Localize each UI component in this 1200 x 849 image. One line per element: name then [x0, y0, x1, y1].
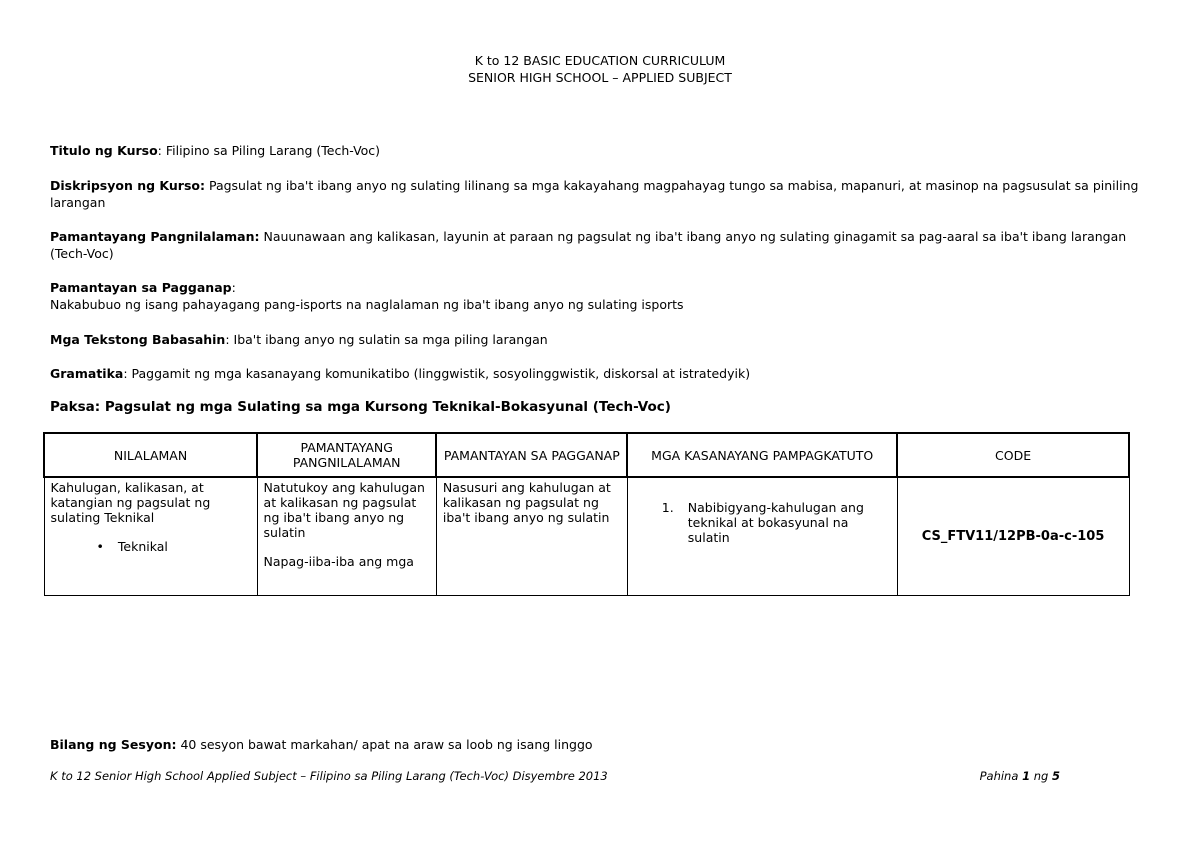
- header-nilalaman: NILALAMAN: [44, 433, 257, 477]
- pamantayang-pangnilalaman-value: Nauunawaan ang kalikasan, layunin at paraan ng pagsulat ng iba't ibang anyo ng sulating ginagamit sa pag-aaral sa iba't ibang larangan (Tech-Voc): [50, 229, 1127, 261]
- header-line-2: SENIOR HIGH SCHOOL – APPLIED SUBJECT: [468, 70, 732, 85]
- cell-pagganap: [436, 477, 627, 595]
- table-row: [44, 477, 1129, 595]
- pamantayang-pangnilalaman-label: Pamantayang Pangnilalaman:: [50, 229, 260, 244]
- tekstong-label: Mga Tekstong Babasahin: [50, 332, 226, 347]
- tekstong-field: [50, 331, 1150, 348]
- diskripsyon-field: [50, 177, 1150, 211]
- tekstong-value: Iba't ibang anyo ng sulatin sa mga piling larangan: [233, 332, 548, 347]
- header-pamantayan-pagganap: PAMANTAYAN SA PAGGANAP: [436, 433, 627, 477]
- nilalaman-bullet-item: • Teknikal: [97, 539, 251, 554]
- header-kasanayang-pampagkatuto: MGA KASANAYANG PAMPAGKATUTO: [627, 433, 897, 477]
- page-prefix: Pahina: [979, 769, 1023, 783]
- pamantayan-pagganap-value: Nakabubuo ng isang pahayagang pang-isports na naglalaman ng iba't ibang anyo ng sulating isports: [50, 297, 684, 312]
- document-header: [0, 52, 1200, 86]
- cell-nilalaman: [44, 477, 257, 595]
- page-footer: [50, 769, 1060, 783]
- tekstong-sep: :: [225, 332, 234, 347]
- footer-left-text: K to 12 Senior High School Applied Subject – Filipino sa Piling Larang (Tech-Voc) Disyembre 2013: [50, 769, 608, 783]
- header-line-1: K to 12 BASIC EDUCATION CURRICULUM: [474, 53, 726, 68]
- sesyon-value: 40 sesyon bawat markahan/ apat na araw sa loob ng isang linggo: [176, 737, 593, 752]
- diskripsyon-label: Diskripsyon ng Kurso:: [50, 178, 205, 193]
- curriculum-table: [43, 432, 1130, 596]
- pamantayan-pagganap-sep: :: [231, 280, 236, 295]
- titulo-field: [50, 142, 1150, 159]
- page-current: 1: [1022, 769, 1031, 783]
- gramatika-label: Gramatika: [50, 366, 124, 381]
- kasanayan-number: 1.: [661, 500, 674, 515]
- titulo-label: Titulo ng Kurso: [50, 143, 158, 158]
- gramatika-value: Paggamit ng mga kasanayang komunikatibo (linggwistik, sosyolinggwistik, diskorsal at istratedyik): [131, 366, 751, 381]
- sesyon-field: [50, 737, 593, 752]
- header-pamantayang-pangnilalaman: PAMANTAYANG PANGNILALAMAN: [257, 433, 436, 477]
- pamantayang-pangnilalaman-field: [50, 228, 1150, 262]
- cell-pangnilalaman: [257, 477, 436, 595]
- nilalaman-text: Kahulugan, kalikasan, at katangian ng pagsulat ng sulating Teknikal: [50, 480, 211, 525]
- pamantayan-pagganap-field: [50, 279, 1150, 313]
- page-total: 5: [1051, 769, 1060, 783]
- diskripsyon-value: Pagsulat ng iba't ibang anyo ng sulating lilinang sa mga kakayahang magpahayag tungo sa mabisa, mapanuri, at masinop na pagsusulat sa piniling larangan: [50, 178, 1139, 210]
- page-number: [980, 769, 1060, 783]
- sesyon-label: Bilang ng Sesyon:: [50, 737, 177, 752]
- titulo-value: Filipino sa Piling Larang (Tech-Voc): [165, 143, 381, 158]
- page-mid: ng: [1030, 769, 1052, 783]
- cell-code: CS_FTV11/12PB-0a-c-105: [897, 477, 1129, 595]
- cell-kasanayan: [627, 477, 897, 595]
- titulo-sep: :: [157, 143, 166, 158]
- header-code: CODE: [897, 433, 1129, 477]
- paksa-heading: Paksa: Pagsulat ng mga Sulating sa mga Kursong Teknikal-Bokasyunal (Tech-Voc): [50, 399, 671, 415]
- pangnilalaman-text: Natutukoy ang kahulugan at kalikasan ng pagsulat ng iba't ibang anyo ng sulatin: [263, 480, 425, 540]
- gramatika-sep: :: [123, 366, 132, 381]
- pangnilalaman-text-2: Napag-iiba-iba ang mga: [263, 554, 414, 569]
- pamantayan-pagganap-label: Pamantayan sa Pagganap: [50, 280, 232, 295]
- table-header-row: [44, 433, 1129, 477]
- kasanayan-text: Nabibigyang-kahulugan ang teknikal at bokasyunal na sulatin: [687, 500, 864, 545]
- gramatika-field: [50, 365, 1150, 382]
- pagganap-text: Nasusuri ang kahulugan at kalikasan ng pagsulat ng iba't ibang anyo ng sulatin: [442, 480, 611, 525]
- kasanayan-list-item: [662, 500, 891, 545]
